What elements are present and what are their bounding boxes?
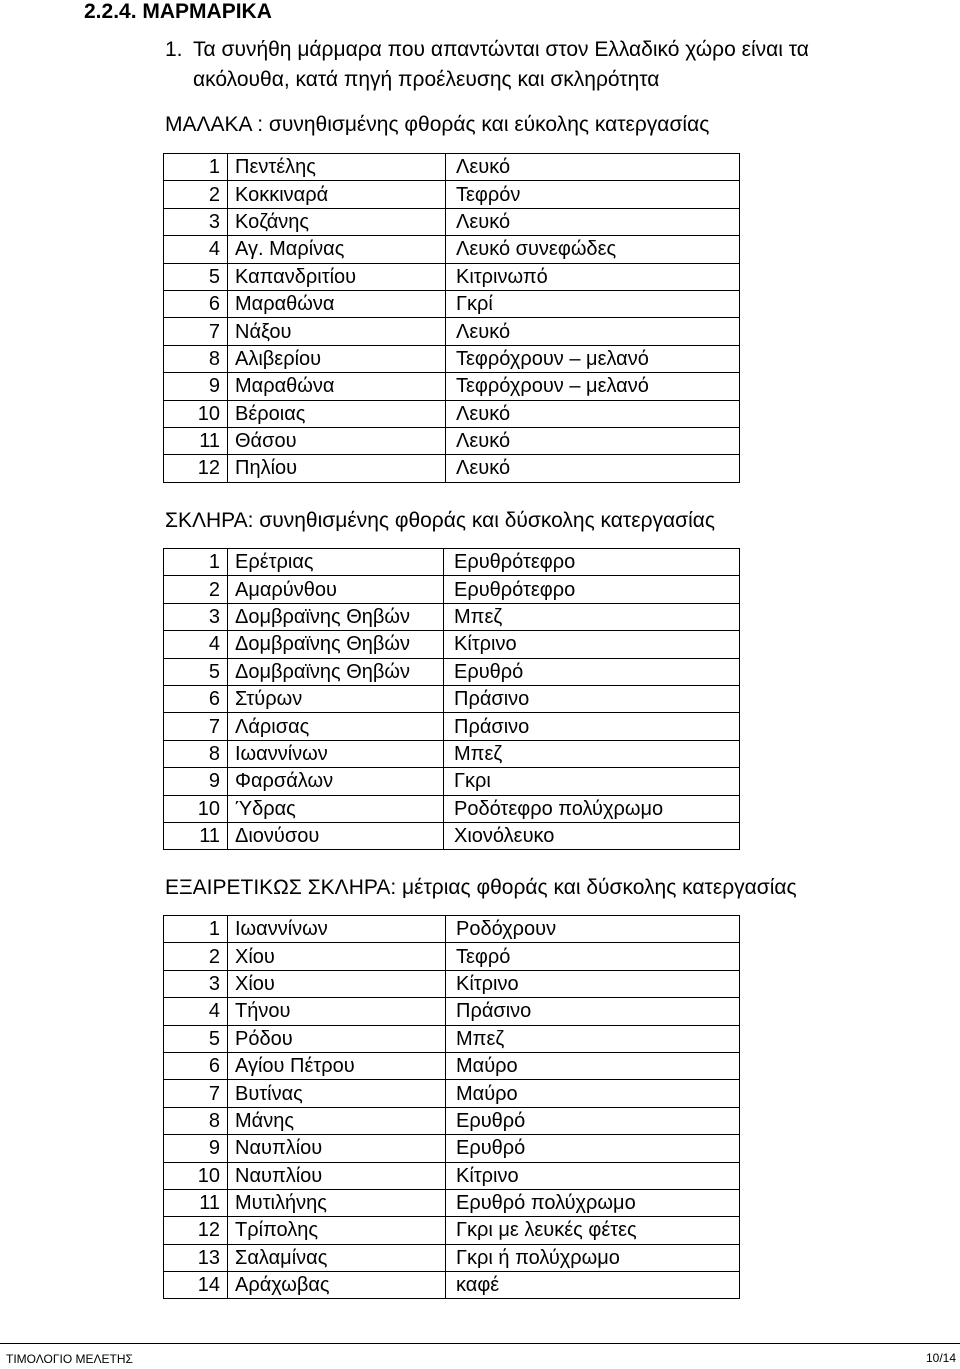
table-row bbox=[164, 998, 740, 1025]
marble-color: Κίτρινο bbox=[446, 970, 740, 997]
table-row bbox=[164, 549, 740, 576]
row-number: 4 bbox=[164, 236, 228, 263]
intro-text: Τα συνήθη μάρμαρα που απαντώνται στον Ελλαδικό χώρο είναι τα ακόλουθα, κατά πηγή προέλευσης και σκληρότητα bbox=[193, 38, 809, 91]
marble-color: Λευκό bbox=[446, 318, 740, 345]
marble-table-soft bbox=[163, 153, 740, 483]
origin-place: Πεντέλης bbox=[228, 154, 446, 181]
table-row bbox=[164, 373, 740, 400]
origin-place: Αλιβερίου bbox=[228, 345, 446, 372]
origin-place: Μυτιλήνης bbox=[228, 1189, 446, 1216]
table-row bbox=[164, 1217, 740, 1244]
origin-place: Ιωαννίνων bbox=[228, 916, 446, 943]
marble-color: Χιονόλευκο bbox=[444, 822, 740, 849]
marble-color: Γκρι bbox=[444, 768, 740, 795]
origin-place: Πηλίου bbox=[228, 455, 446, 482]
row-number: 12 bbox=[164, 1217, 228, 1244]
origin-place: Φαρσάλων bbox=[228, 768, 444, 795]
marble-color: Λευκό bbox=[446, 455, 740, 482]
row-number: 3 bbox=[164, 970, 228, 997]
marble-color: Πράσινο bbox=[444, 713, 740, 740]
row-number: 7 bbox=[164, 713, 228, 740]
row-number: 2 bbox=[164, 181, 228, 208]
marble-color: Ερυθρό bbox=[444, 658, 740, 685]
origin-place: Αμαρύνθου bbox=[228, 576, 444, 603]
table-row bbox=[164, 740, 740, 767]
origin-place: Στύρων bbox=[228, 685, 444, 712]
row-number: 11 bbox=[164, 822, 228, 849]
marble-color: Λευκό συνεφώδες bbox=[446, 236, 740, 263]
table-row bbox=[164, 1189, 740, 1216]
marble-color: Ερυθρό πολύχρωμο bbox=[446, 1189, 740, 1216]
table-row bbox=[164, 603, 740, 630]
table-row bbox=[164, 916, 740, 943]
origin-place: Μαραθώνα bbox=[228, 290, 446, 317]
row-number: 10 bbox=[164, 1162, 228, 1189]
section-title-extra-hard: ΕΞΑΙΡΕΤΙΚΩΣ ΣΚΛΗΡΑ: μέτριας φθοράς και δύσκολης κατεργασίας bbox=[165, 876, 797, 899]
row-number: 10 bbox=[164, 795, 228, 822]
origin-place: Νάξου bbox=[228, 318, 446, 345]
origin-place: Κοζάνης bbox=[228, 208, 446, 235]
marble-color: Μαύρο bbox=[446, 1080, 740, 1107]
table-row bbox=[164, 1272, 740, 1299]
origin-place: Διονύσου bbox=[228, 822, 444, 849]
table-row bbox=[164, 318, 740, 345]
marble-color: Τεφρόχρουν – μελανό bbox=[446, 373, 740, 400]
origin-place: Λάρισας bbox=[228, 713, 444, 740]
marble-color: Μαύρο bbox=[446, 1052, 740, 1079]
table-row bbox=[164, 181, 740, 208]
origin-place: Αγίου Πέτρου bbox=[228, 1052, 446, 1079]
origin-place: Ύδρας bbox=[228, 795, 444, 822]
marble-color: Λευκό bbox=[446, 208, 740, 235]
table-row bbox=[164, 576, 740, 603]
table-row bbox=[164, 1135, 740, 1162]
row-number: 8 bbox=[164, 345, 228, 372]
marble-color: Λευκό bbox=[446, 427, 740, 454]
row-number: 9 bbox=[164, 1135, 228, 1162]
section-title-hard: ΣΚΛΗΡΑ: συνηθισμένης φθοράς και δύσκολης κατεργασίας bbox=[165, 509, 716, 532]
marble-color: Ροδότεφρο πολύχρωμο bbox=[444, 795, 740, 822]
origin-place: Ρόδου bbox=[228, 1025, 446, 1052]
marble-color: Γκρι με λευκές φέτες bbox=[446, 1217, 740, 1244]
marble-color: Τεφρό bbox=[446, 943, 740, 970]
marble-color: Γκρί bbox=[446, 290, 740, 317]
footer-page-number: 10/14 bbox=[925, 1351, 956, 1365]
row-number: 2 bbox=[164, 943, 228, 970]
origin-place: Δομβραϊνης Θηβών bbox=[228, 603, 444, 630]
table-row bbox=[164, 345, 740, 372]
origin-place: Τρίπολης bbox=[228, 1217, 446, 1244]
row-number: 10 bbox=[164, 400, 228, 427]
marble-table-extra-hard bbox=[163, 915, 740, 1299]
table-row bbox=[164, 455, 740, 482]
row-number: 6 bbox=[164, 685, 228, 712]
table-row bbox=[164, 290, 740, 317]
row-number: 11 bbox=[164, 1189, 228, 1216]
table-row bbox=[164, 713, 740, 740]
table-row bbox=[164, 685, 740, 712]
marble-color: Μπεζ bbox=[444, 740, 740, 767]
row-number: 3 bbox=[164, 603, 228, 630]
table-row bbox=[164, 970, 740, 997]
marble-color: Κίτρινο bbox=[444, 631, 740, 658]
marble-color: καφέ bbox=[446, 1272, 740, 1299]
origin-place: Δομβραϊνης Θηβών bbox=[228, 631, 444, 658]
marble-color: Γκρι ή πολύχρωμο bbox=[446, 1244, 740, 1271]
origin-place: Χίου bbox=[228, 970, 446, 997]
row-number: 4 bbox=[164, 631, 228, 658]
row-number: 5 bbox=[164, 263, 228, 290]
marble-color: Ερυθρό bbox=[446, 1107, 740, 1134]
table-row bbox=[164, 1025, 740, 1052]
origin-place: Βέροιας bbox=[228, 400, 446, 427]
table-row bbox=[164, 400, 740, 427]
table-row bbox=[164, 1107, 740, 1134]
table-row bbox=[164, 631, 740, 658]
marble-color: Λευκό bbox=[446, 154, 740, 181]
origin-place: Κοκκιναρά bbox=[228, 181, 446, 208]
row-number: 9 bbox=[164, 373, 228, 400]
origin-place: Ναυπλίου bbox=[228, 1162, 446, 1189]
origin-place: Δομβραϊνης Θηβών bbox=[228, 658, 444, 685]
table-row bbox=[164, 1080, 740, 1107]
origin-place: Ναυπλίου bbox=[228, 1135, 446, 1162]
origin-place: Θάσου bbox=[228, 427, 446, 454]
row-number: 6 bbox=[164, 1052, 228, 1079]
row-number: 7 bbox=[164, 318, 228, 345]
row-number: 11 bbox=[164, 427, 228, 454]
marble-color: Ερυθρό bbox=[446, 1135, 740, 1162]
row-number: 1 bbox=[164, 549, 228, 576]
marble-color: Ερυθρότεφρο bbox=[444, 576, 740, 603]
row-number: 6 bbox=[164, 290, 228, 317]
table-row bbox=[164, 263, 740, 290]
origin-place: Αράχωβας bbox=[228, 1272, 446, 1299]
marble-color: Πράσινο bbox=[446, 998, 740, 1025]
marble-color: Μπεζ bbox=[446, 1025, 740, 1052]
marble-color: Κίτρινο bbox=[446, 1162, 740, 1189]
origin-place: Βυτίνας bbox=[228, 1080, 446, 1107]
marble-color: Τεφρόν bbox=[446, 181, 740, 208]
row-number: 2 bbox=[164, 576, 228, 603]
footer-divider bbox=[0, 1343, 960, 1344]
table-row bbox=[164, 768, 740, 795]
row-number: 8 bbox=[164, 740, 228, 767]
origin-place: Μάνης bbox=[228, 1107, 446, 1134]
marble-color: Τεφρόχρουν – μελανό bbox=[446, 345, 740, 372]
origin-place: Ιωαννίνων bbox=[228, 740, 444, 767]
row-number: 7 bbox=[164, 1080, 228, 1107]
origin-place: Ερέτριας bbox=[228, 549, 444, 576]
row-number: 1 bbox=[164, 154, 228, 181]
table-row bbox=[164, 943, 740, 970]
row-number: 8 bbox=[164, 1107, 228, 1134]
marble-color: Ερυθρότεφρο bbox=[444, 549, 740, 576]
origin-place: Καπανδριτίου bbox=[228, 263, 446, 290]
origin-place: Μαραθώνα bbox=[228, 373, 446, 400]
row-number: 5 bbox=[164, 658, 228, 685]
section-title-soft: ΜΑΛΑΚΑ : συνηθισμένης φθοράς και εύκολης κατεργασίας bbox=[165, 113, 710, 136]
row-number: 9 bbox=[164, 768, 228, 795]
row-number: 3 bbox=[164, 208, 228, 235]
table-row bbox=[164, 658, 740, 685]
origin-place: Χίου bbox=[228, 943, 446, 970]
table-row bbox=[164, 1052, 740, 1079]
marble-table-hard bbox=[163, 548, 740, 850]
footer-document-title: ΤΙΜΟΛΟΓΙΟ ΜΕΛΕΤΗΣ bbox=[6, 1352, 133, 1366]
row-number: 4 bbox=[164, 998, 228, 1025]
marble-color: Λευκό bbox=[446, 400, 740, 427]
origin-place: Σαλαμίνας bbox=[228, 1244, 446, 1271]
table-row bbox=[164, 236, 740, 263]
origin-place: Αγ. Μαρίνας bbox=[228, 236, 446, 263]
table-row bbox=[164, 1244, 740, 1271]
row-number: 12 bbox=[164, 455, 228, 482]
table-row bbox=[164, 795, 740, 822]
marble-color: Πράσινο bbox=[444, 685, 740, 712]
table-row bbox=[164, 154, 740, 181]
origin-place: Τήνου bbox=[228, 998, 446, 1025]
marble-color: Ροδόχρουν bbox=[446, 916, 740, 943]
table-row bbox=[164, 1162, 740, 1189]
row-number: 14 bbox=[164, 1272, 228, 1299]
row-number: 1 bbox=[164, 916, 228, 943]
row-number: 13 bbox=[164, 1244, 228, 1271]
marble-color: Μπεζ bbox=[444, 603, 740, 630]
intro-paragraph bbox=[165, 35, 885, 95]
marble-color: Κιτρινωπό bbox=[446, 263, 740, 290]
section-heading: 2.2.4. ΜΑΡΜΑΡΙΚΑ bbox=[84, 0, 272, 23]
table-row bbox=[164, 208, 740, 235]
row-number: 5 bbox=[164, 1025, 228, 1052]
intro-number: 1. bbox=[165, 38, 183, 61]
table-row bbox=[164, 822, 740, 849]
table-row bbox=[164, 427, 740, 454]
